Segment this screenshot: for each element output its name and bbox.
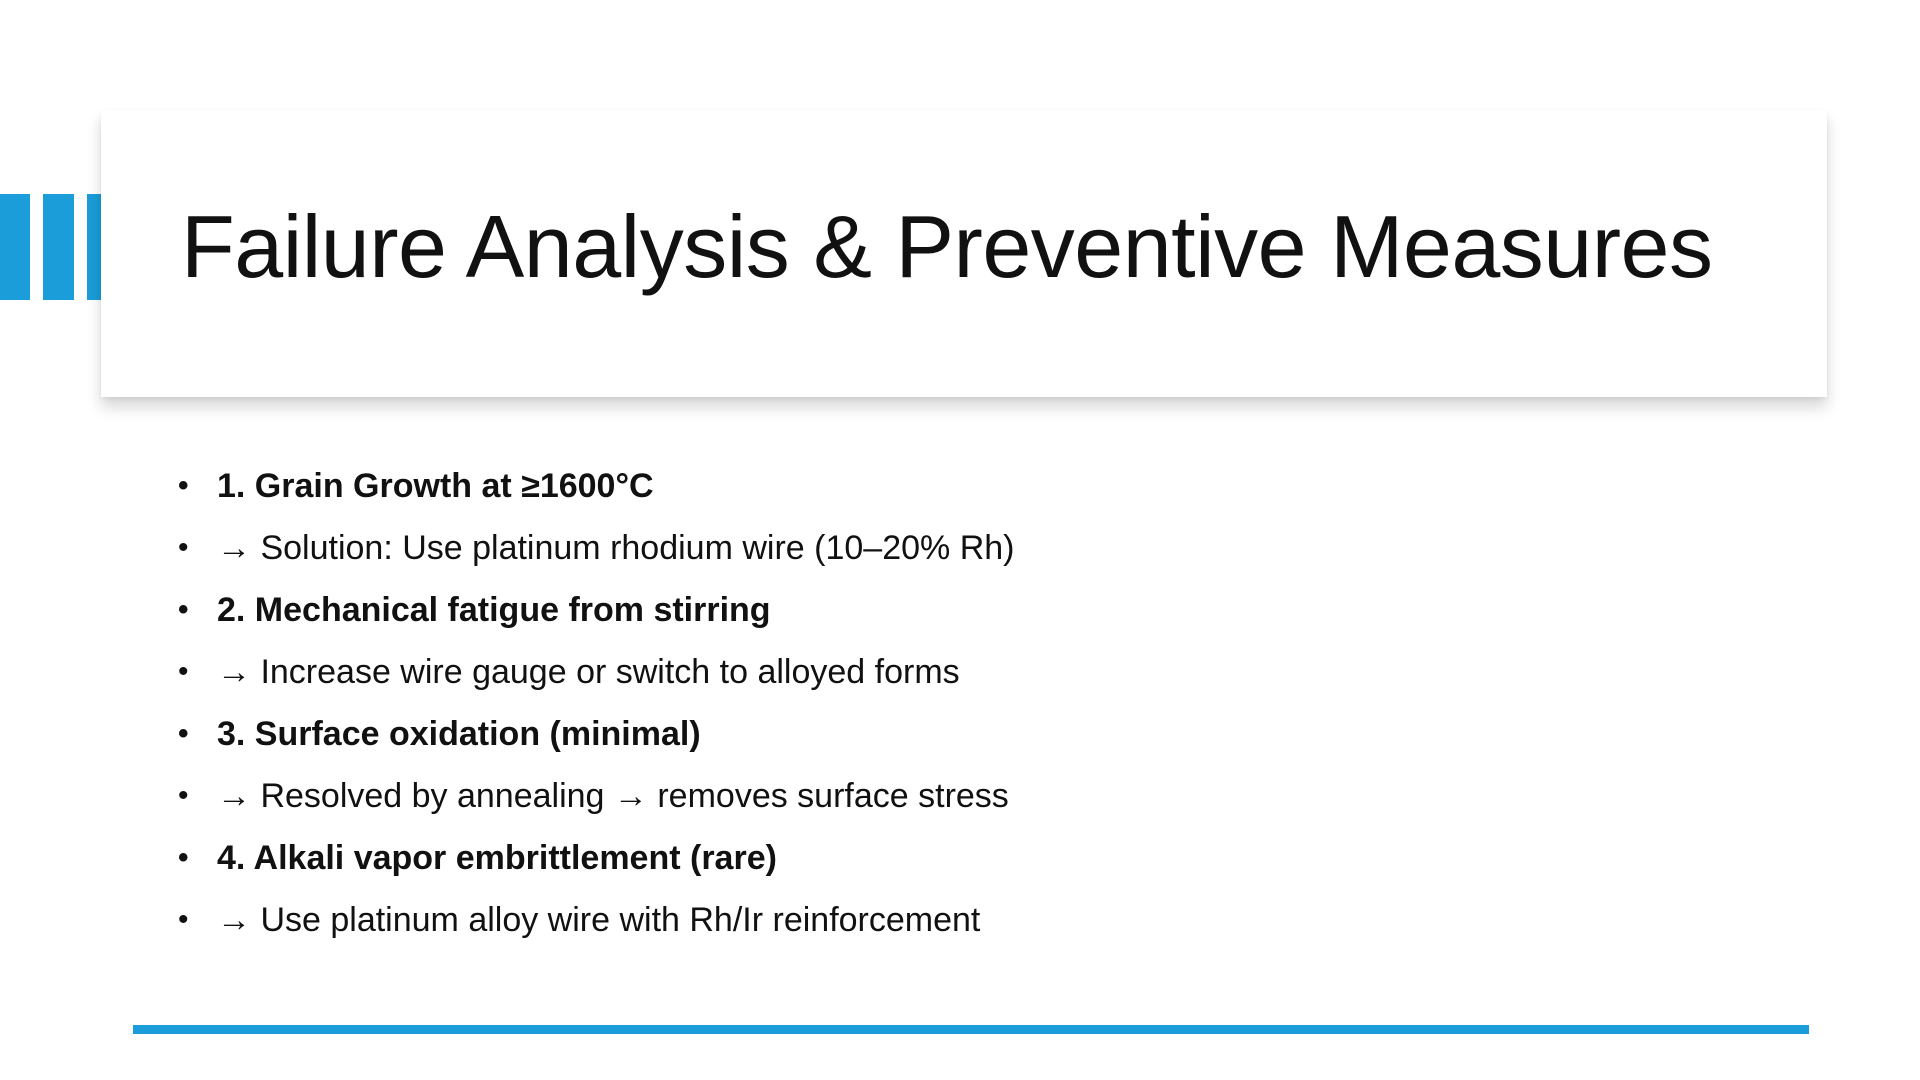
- bullet-item: • 1. Grain Growth at ≥1600°C: [178, 455, 1014, 517]
- bottom-divider: [133, 1025, 1809, 1034]
- accent-bar: [87, 194, 101, 300]
- bullet-item: • → Resolved by annealing → removes surface stress: [178, 765, 1014, 827]
- bullet-item: • 4. Alkali vapor embrittlement (rare): [178, 827, 1014, 889]
- bullet-item: • → Solution: Use platinum rhodium wire (10–20% Rh): [178, 517, 1014, 579]
- bullet-list: [178, 455, 1014, 951]
- bullet-item: • → Increase wire gauge or switch to alloyed forms: [178, 641, 1014, 703]
- accent-bar: [0, 194, 30, 300]
- accent-bars: [0, 194, 101, 300]
- bullet-item: • 3. Surface oxidation (minimal): [178, 703, 1014, 765]
- bullet-item: • 2. Mechanical fatigue from stirring: [178, 579, 1014, 641]
- slide-title: Failure Analysis & Preventive Measures: [181, 197, 1713, 296]
- accent-bar: [43, 194, 74, 300]
- bullet-item: • → Use platinum alloy wire with Rh/Ir reinforcement: [178, 889, 1014, 951]
